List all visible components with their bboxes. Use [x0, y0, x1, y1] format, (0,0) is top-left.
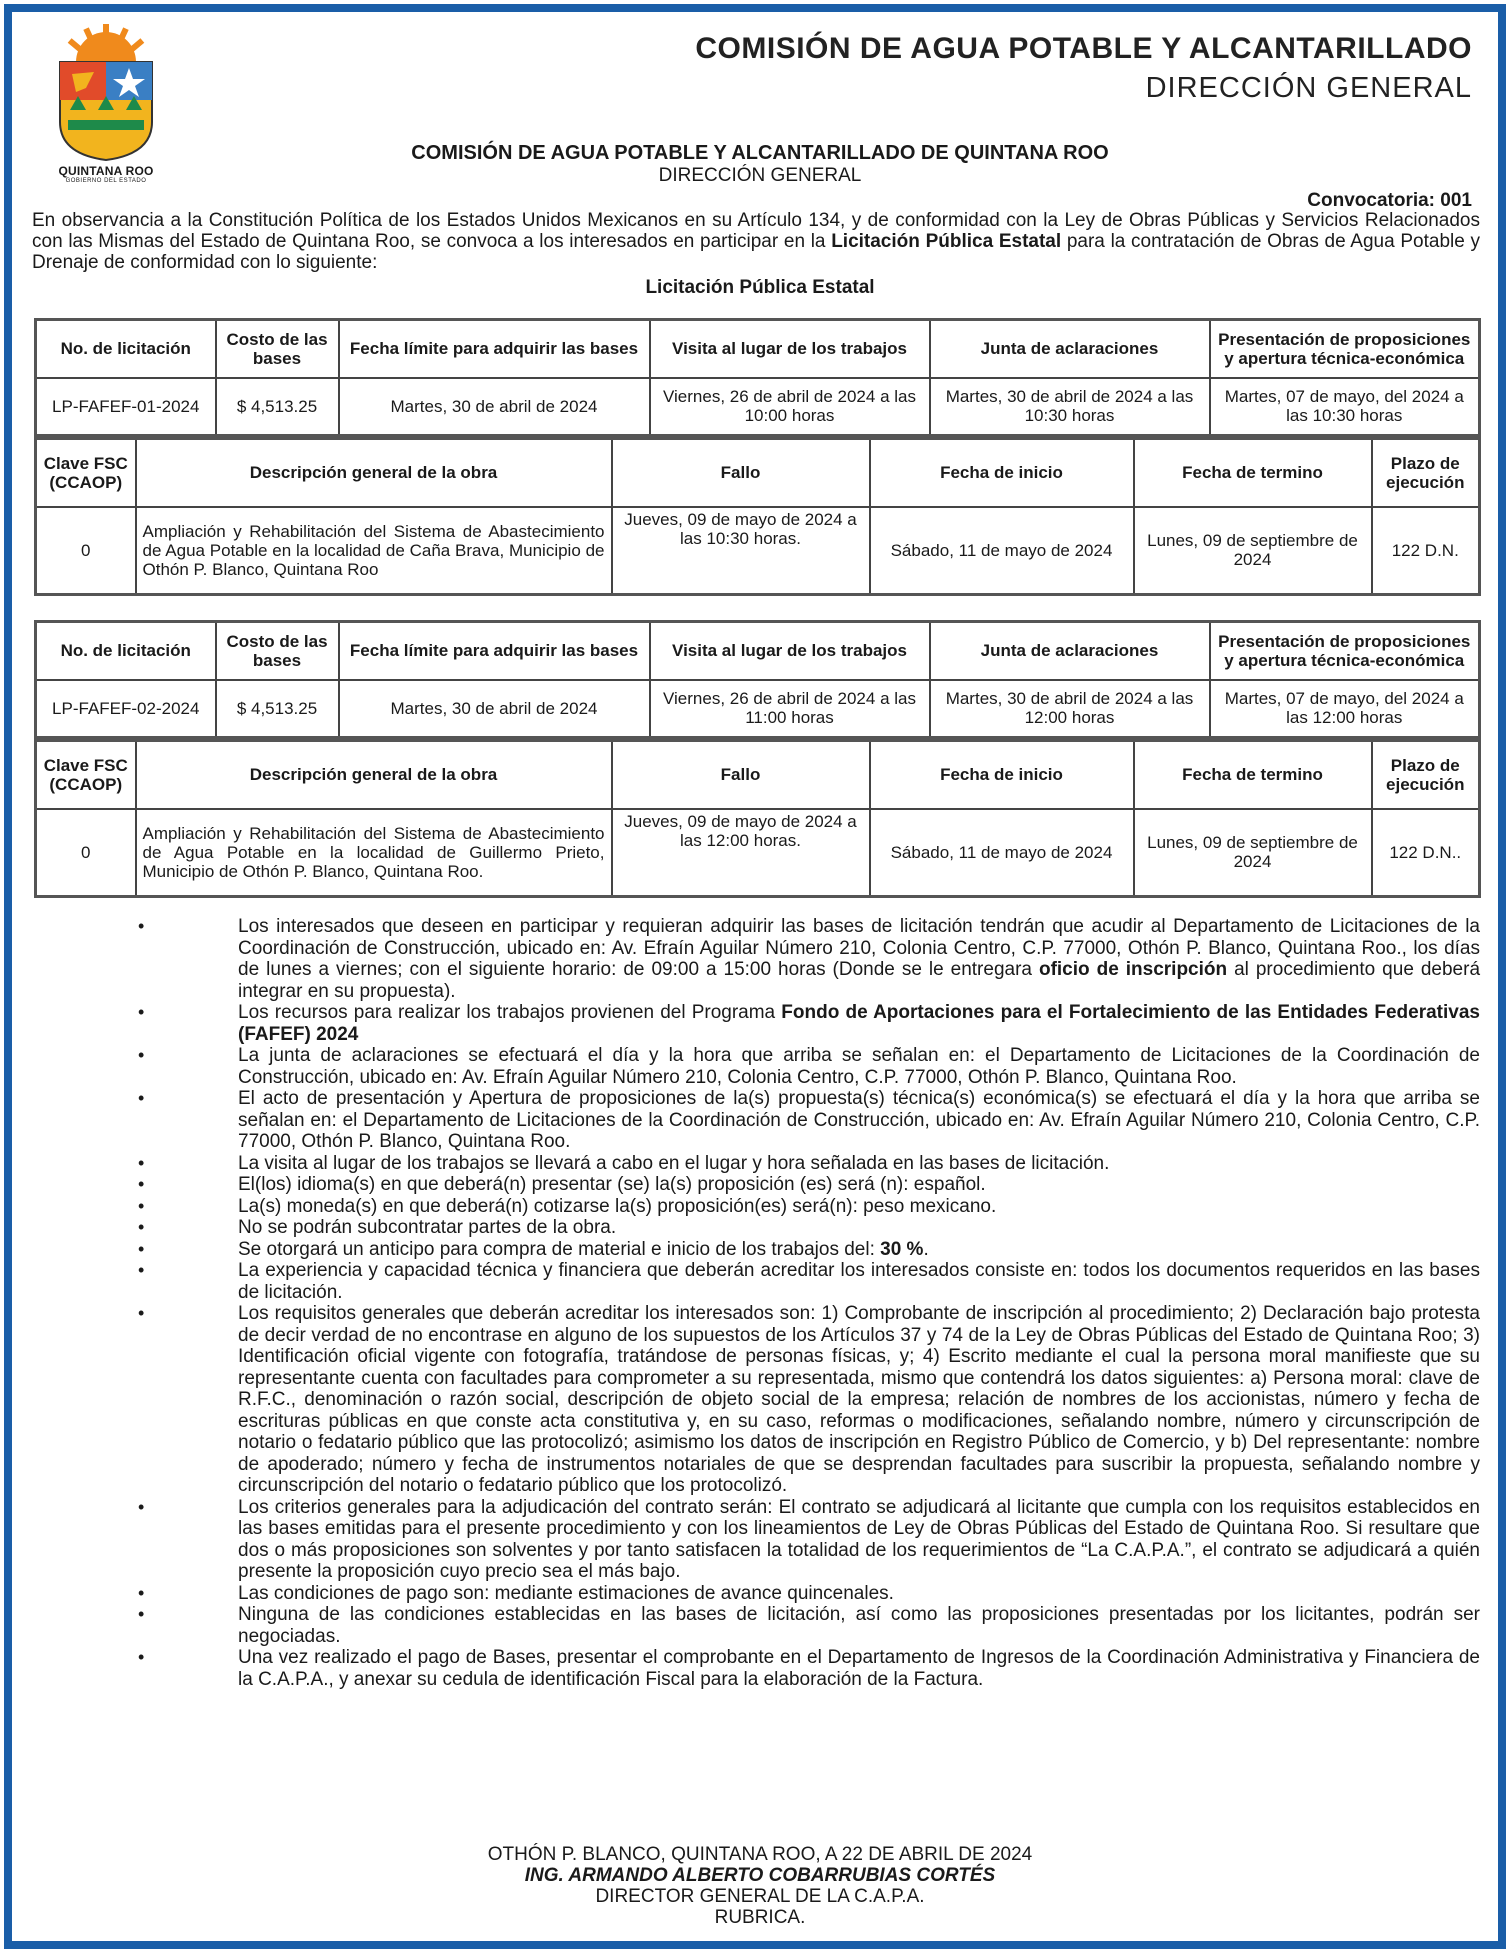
site-visit: Viernes, 26 de abril de 2024 a las 10:00 horas	[650, 378, 930, 436]
coat-of-arms-icon	[46, 22, 166, 162]
header-cell: Plazo de ejecución	[1372, 741, 1480, 809]
header-cell: Costo de las bases	[216, 320, 339, 378]
convocatoria-number: Convocatoria: 001	[1307, 190, 1472, 211]
header-cell: Presentación de proposiciones y apertura técnica-económica	[1210, 320, 1480, 378]
header-cell: Fallo	[612, 439, 870, 507]
award-date: Jueves, 09 de mayo de 2024 a las 10:30 horas.	[612, 507, 870, 595]
signer-name: ING. ARMANDO ALBERTO COBARRUBIAS CORTÉS	[524, 1865, 996, 1886]
bullet-mark: •	[138, 1604, 145, 1624]
intro-text-1: En observancia a la Constitución Política de los Estados Unidos Mexicanos en su Artículo 134, y de conformidad con la Ley de Obras Públicas y Servicios Relacionados con las Mismas del Estado de Quintana Roo, se convoca a los interesados en participar en la	[32, 210, 1480, 252]
tender-number: LP-FAFEF-02-2024	[36, 680, 216, 738]
award-date: Jueves, 09 de mayo de 2024 a las 12:00 horas.	[612, 809, 870, 897]
list-item: • No se podrán subcontratar partes de la obra.	[138, 1217, 617, 1238]
list-item: • Los interesados que deseen en participar y requieran adquirir las bases de licitación tendrán que acudir al Departamento de Licitaciones de la Coordinación de Construcción, ubicado en: Av. Efraín Aguilar Número 210, Colonia Centro, C.P. 77000, Othón P. Blanco, Quintana Roo., los días de lunes a viernes; con el siguiente horario: de 09:00 a 15:00 horas (Donde se le entregara oficio de inscripción al procedimiento que deberá integrar en su propuesta).	[138, 916, 1481, 1002]
header-cell: Junta de aclaraciones	[930, 320, 1210, 378]
conditions-list	[32, 916, 1480, 1690]
bullet-mark: •	[138, 1647, 145, 1667]
bullet-mark: •	[138, 1260, 145, 1280]
header-cell: Fecha de termino	[1134, 741, 1372, 809]
bullet-mark: •	[138, 1002, 145, 1022]
bullet-mark: •	[138, 1496, 145, 1517]
header-cell: Junta de aclaraciones	[930, 622, 1210, 680]
list-item: • El(los) idioma(s) en que deberá(n) presentar (se) la(s) proposición (es) será (n): español.	[138, 1174, 986, 1195]
list-item: • Las condiciones de pago son: mediante estimaciones de avance quincenales.	[138, 1582, 894, 1604]
end-date: Lunes, 09 de septiembre de 2024	[1134, 507, 1372, 595]
tender-block-1	[34, 318, 1478, 596]
page-frame	[4, 4, 1506, 1949]
signer-position: DIRECTOR GENERAL DE LA C.A.P.A.	[595, 1886, 925, 1907]
proposal-presentation: Martes, 07 de mayo, del 2024 a las 10:30 horas	[1210, 378, 1480, 436]
fsc-key: 0	[36, 809, 136, 897]
bases-cost: $ 4,513.25	[216, 378, 339, 436]
list-item: • La visita al lugar de los trabajos se llevará a cabo en el lugar y hora señalada en las bases de licitación.	[138, 1152, 1110, 1174]
header-cell: Visita al lugar de los trabajos	[650, 622, 930, 680]
bullet-mark: •	[138, 1152, 145, 1173]
work-description: Ampliación y Rehabilitación del Sistema de Abastecimiento de Agua Potable en la localidad de Caña Brava, Municipio de Othón P. Blanco, Quintana Roo	[136, 507, 612, 595]
organization-title: COMISIÓN DE AGUA POTABLE Y ALCANTARILLADO DE QUINTANA ROO	[411, 142, 1109, 164]
bullet-mark: •	[138, 1582, 145, 1603]
header-cell: Clave FSC (CCAOP)	[36, 439, 136, 507]
header-title: COMISIÓN DE AGUA POTABLE Y ALCANTARILLADO	[695, 32, 1472, 65]
bullet-mark: •	[138, 1088, 145, 1108]
tender-block-2	[34, 620, 1478, 898]
list-item: • Una vez realizado el pago de Bases, presentar el comprobante en el Departamento de Ingresos de la Coordinación Administrativa y Financiera de la C.A.P.A., y anexar su cedula de identificación Fiscal para la elaboración de la Factura.	[138, 1647, 1480, 1690]
header-cell: Descripción general de la obra	[136, 741, 612, 809]
intro-text-bold: Licitación Pública Estatal	[831, 231, 1062, 252]
header-cell: Fecha límite para adquirir las bases	[339, 320, 650, 378]
logo-caption-small: GOBIERNO DEL ESTADO	[65, 178, 147, 184]
header-cell: Fecha de termino	[1134, 439, 1372, 507]
bullet-mark: •	[138, 1174, 145, 1194]
bullet-mark: •	[138, 1195, 145, 1216]
header-cell: Costo de las bases	[216, 622, 339, 680]
fsc-key: 0	[36, 507, 136, 595]
tender-table-top	[34, 620, 1481, 739]
header-cell: No. de licitación	[36, 320, 216, 378]
intro-paragraph	[32, 210, 1480, 273]
bases-cost: $ 4,513.25	[216, 680, 339, 738]
deadline-date: Martes, 30 de abril de 2024	[339, 378, 650, 436]
rubrica-label: RUBRICA.	[714, 1907, 806, 1928]
deadline-date: Martes, 30 de abril de 2024	[339, 680, 650, 738]
list-item: • Los criterios generales para la adjudicación del contrato serán: El contrato se adjudicará al licitante que cumpla con los requisitos establecidos en las bases emitidas para el presente procedimiento y con los lineamientos de Ley de Obras Públicas del Estado de Quintana Roo. Si resultare que dos o más proposiciones son solventes y por tanto satisfacen la totalidad de los requerimientos de “La C.A.P.A.”, el contrato se adjudicará a quién presente la proposición cuyo precio sea el más bajo.	[138, 1496, 1480, 1582]
logo-caption: QUINTANA ROO	[58, 164, 154, 178]
header-cell: Descripción general de la obra	[136, 439, 612, 507]
tender-table-top	[34, 318, 1481, 437]
list-item: • Los requisitos generales que deberán acreditar los interesados son: 1) Comprobante de inscripción al procedimiento; 2) Declaración bajo protesta de decir verdad de no encontrase en alguno de los supuestos de los Artículos 37 y 74 de la Ley de Obras Públicas del Estado de Quintana Roo; 3) Identificación oficial vigente con fotografía, tratándose de personas físicas, y; 4) Escrito mediante el cual la persona moral manifieste que su representante cuenta con facultades para comprometer a su representada, mismo que contendrá los datos siguientes: a) Persona moral: clave de R.F.C., denominación o razón social, descripción de objeto social de la empresa; relación de nombres de los accionistas, número y fecha de escrituras públicas en que conste acta constitutiva y, en su caso, reformas o modificaciones, señalando nombre, número y circunscripción de notario o fedatario público que las protocolizó; asimismo los datos de inscripción en Registro Público de Comercio, y b) Del representante: nombre de apoderado; número y fecha de instrumentos notariales de que se desprendan facultades para suscribir la propuesta, señalando nombre y circunscripción del notario o fedatario público que los protocolizó.	[138, 1303, 1480, 1496]
header-cell: Fecha límite para adquirir las bases	[339, 622, 650, 680]
bullet-mark: •	[138, 916, 145, 936]
organization-title-block	[32, 142, 1488, 187]
clarification-meeting: Martes, 30 de abril de 2024 a las 10:30 horas	[930, 378, 1210, 436]
bullet-mark: •	[138, 1045, 145, 1065]
header-cell: Clave FSC (CCAOP)	[36, 741, 136, 809]
end-date: Lunes, 09 de septiembre de 2024	[1134, 809, 1372, 897]
list-item: • La experiencia y capacidad técnica y financiera que deberán acreditar los interesados consiste en: todos los documentos requeridos en las bases de licitación.	[138, 1260, 1480, 1303]
list-item: • Ninguna de las condiciones establecidas en las bases de licitación, así como las proposiciones presentadas por los licitantes, podrán ser negociadas.	[138, 1604, 1480, 1647]
list-item: • La junta de aclaraciones se efectuará el día y la hora que arriba se señalan en: el Departamento de Licitaciones de la Coordinación de Construcción, ubicado en: Av. Efraín Aguilar Número 210, Colonia Centro, C.P. 77000, Othón P. Blanco, Quintana Roo.	[138, 1045, 1480, 1088]
header-subtitle: DIRECCIÓN GENERAL	[1145, 72, 1472, 104]
header-cell: Fallo	[612, 741, 870, 809]
start-date: Sábado, 11 de mayo de 2024	[870, 809, 1134, 897]
bullet-mark: •	[138, 1217, 145, 1237]
signature-block	[32, 1844, 1488, 1928]
bullet-mark: •	[138, 1238, 145, 1259]
list-item: • El acto de presentación y Apertura de proposiciones de la(s) propuesta(s) técnica(s) económica(s) se efectuará el día y la hora que arriba se señalan en: el Departamento de Licitaciones de la Coordinación de Construcción, ubicado en: Av. Efraín Aguilar Número 210, Colonia Centro, C.P. 77000, Othón P. Blanco, Quintana Roo.	[138, 1088, 1480, 1152]
proposal-presentation: Martes, 07 de mayo, del 2024 a las 12:00 horas	[1210, 680, 1480, 738]
place-date: OTHÓN P. BLANCO, QUINTANA ROO, A 22 DE ABRIL DE 2024	[487, 1844, 1033, 1865]
section-title: Licitación Pública Estatal	[645, 277, 875, 298]
execution-term: 122 D.N.	[1372, 507, 1480, 595]
list-item: • La(s) moneda(s) en que deberá(n) cotizarse la(s) proposición(es) será(n): peso mexicano.	[138, 1195, 997, 1217]
header-cell: Fecha de inicio	[870, 741, 1134, 809]
header-cell: Plazo de ejecución	[1372, 439, 1480, 507]
execution-term: 122 D.N..	[1372, 809, 1480, 897]
header-cell: Presentación de proposiciones y apertura técnica-económica	[1210, 622, 1480, 680]
list-item: • Los recursos para realizar los trabajos provienen del Programa Fondo de Aportaciones para el Fortalecimiento de las Entidades Federativas (FAFEF) 2024	[138, 1002, 1480, 1045]
work-description: Ampliación y Rehabilitación del Sistema de Abastecimiento de Agua Potable en la localidad de Guillermo Prieto, Municipio de Othón P. Blanco, Quintana Roo.	[136, 809, 612, 897]
clarification-meeting: Martes, 30 de abril de 2024 a las 12:00 horas	[930, 680, 1210, 738]
tender-number: LP-FAFEF-01-2024	[36, 378, 216, 436]
tender-table-bottom	[34, 437, 1481, 596]
bullet-mark: •	[138, 1303, 145, 1323]
start-date: Sábado, 11 de mayo de 2024	[870, 507, 1134, 595]
tender-table-bottom	[34, 739, 1481, 898]
header-cell: Fecha de inicio	[870, 439, 1134, 507]
header-cell: No. de licitación	[36, 622, 216, 680]
header-cell: Visita al lugar de los trabajos	[650, 320, 930, 378]
intro-text-2: para la contratación de Obras de Agua Potable y Drenaje de conformidad con lo siguiente:	[32, 231, 1481, 273]
list-item: • Se otorgará un anticipo para compra de material e inicio de los trabajos del: 30 %.	[138, 1238, 929, 1260]
site-visit: Viernes, 26 de abril de 2024 a las 11:00 horas	[650, 680, 930, 738]
organization-subtitle: DIRECCIÓN GENERAL	[658, 165, 862, 186]
